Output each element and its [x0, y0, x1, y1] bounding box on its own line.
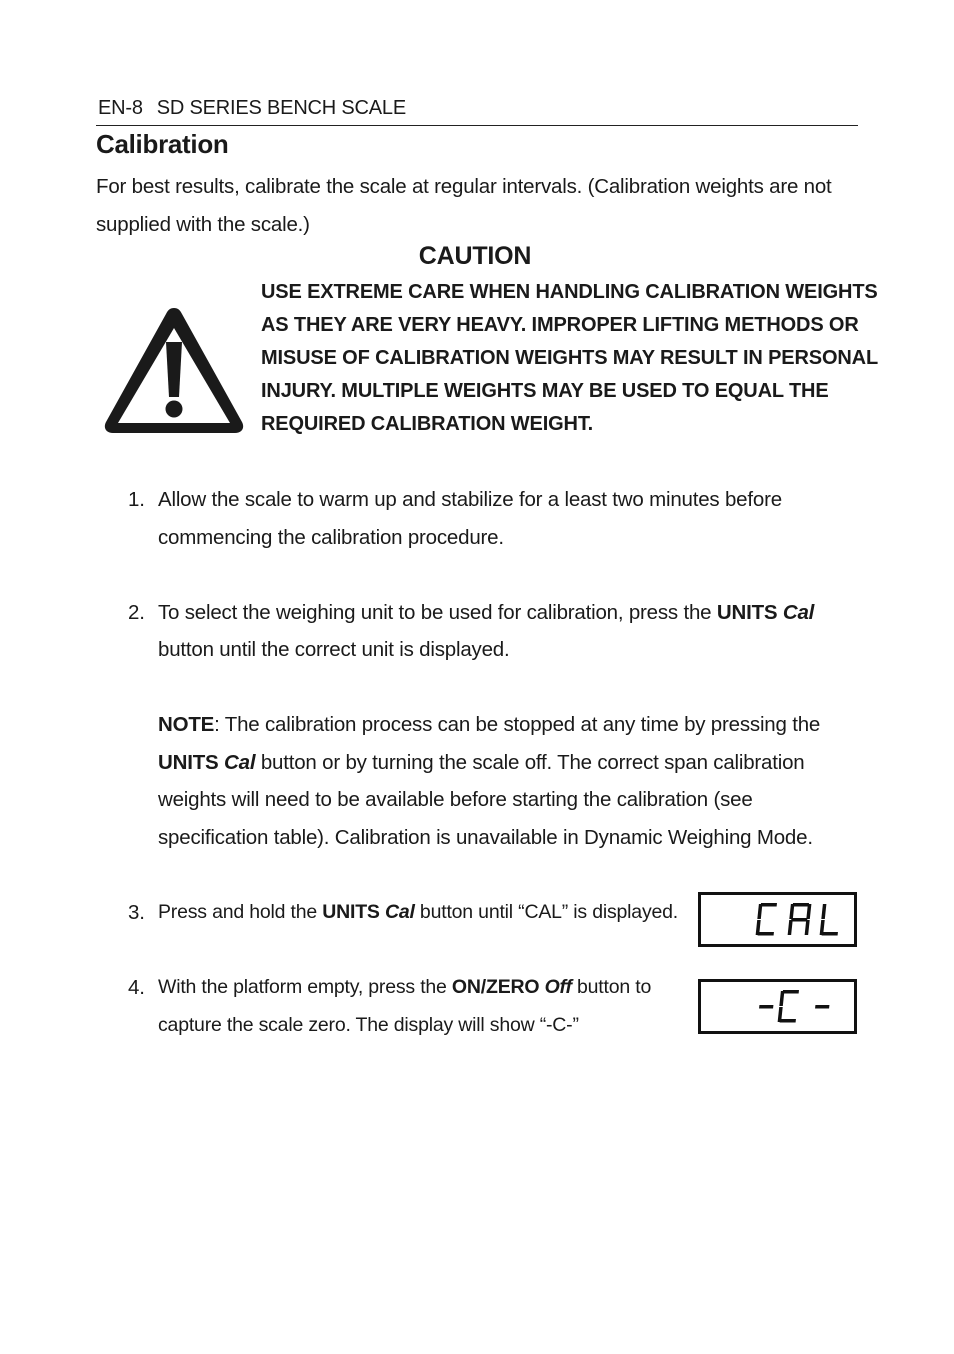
caution-line: USE EXTREME CARE WHEN HANDLING CALIBRATION WEIGHTS: [261, 281, 878, 303]
caution-line: AS THEY ARE VERY HEAVY. IMPROPER LIFTING METHODS OR: [261, 314, 859, 336]
note-line: UNITS Cal button or by turning the scale off. The correct span calibration: [158, 751, 805, 774]
cal-button-label: Cal: [782, 601, 815, 624]
caution-line: INJURY. MULTIPLE WEIGHTS MAY BE USED TO EQUAL THE: [261, 380, 829, 402]
caution-line: MISUSE OF CALIBRATION WEIGHTS MAY RESULT IN PERSONAL: [261, 347, 879, 369]
cal-lcd-display: [698, 892, 857, 947]
caution-text: [261, 276, 879, 441]
note-label: NOTE: [158, 713, 215, 736]
digit-a: [788, 903, 812, 935]
step-number: 1.: [128, 488, 145, 511]
step-text: commencing the calibration procedure.: [158, 526, 504, 549]
document-title: SD SERIES BENCH SCALE: [156, 97, 406, 119]
cal-button-label: Cal: [384, 901, 415, 923]
seven-segment-readout: [701, 982, 854, 1031]
step-text: button until the correct unit is displayed.: [158, 638, 510, 661]
header-rule: [96, 125, 858, 126]
cal-button-label: Cal: [224, 751, 256, 774]
intro-paragraph: [96, 168, 866, 243]
off-button-label: Off: [544, 976, 572, 998]
note-line: specification table). Calibration is unavailable in Dynamic Weighing Mode.: [158, 826, 813, 849]
step-number: 4.: [128, 976, 145, 999]
units-button-label: UNITS: [158, 751, 219, 774]
step-text: capture the scale zero. The display will show “-C-”: [158, 1014, 579, 1036]
intro-line: supplied with the scale.): [96, 212, 310, 236]
zero-lcd-display: [698, 979, 857, 1034]
caution-line: REQUIRED CALIBRATION WEIGHT.: [261, 413, 594, 435]
note-line: weights will need to be available before starting the calibration (see: [158, 788, 753, 811]
caution-heading: CAUTION: [418, 242, 532, 270]
units-button-label: UNITS: [322, 901, 380, 923]
step-number: 3.: [128, 901, 145, 924]
seven-segment-readout: [701, 895, 854, 944]
units-button-label: UNITS: [716, 601, 778, 624]
page-number: EN-8: [98, 97, 143, 119]
step-text: To select the weighing unit to be used for calibration, press the UNITS Cal: [158, 601, 815, 624]
step-text: Press and hold the UNITS Cal button until “CAL” is displayed.: [158, 901, 679, 923]
section-title: Calibration: [96, 129, 229, 159]
digit-c: [778, 990, 799, 1023]
intro-line: For best results, calibrate the scale at regular intervals. (Calibration weights are not: [96, 175, 832, 198]
onzero-button-label: ON/ZERO: [451, 976, 540, 998]
step-text: With the platform empty, press the ON/ZERO Off button to: [158, 976, 652, 998]
note-line: NOTE: The calibration process can be stopped at any time by pressing the: [158, 713, 821, 736]
digit-l: [820, 904, 841, 936]
digit-c: [756, 903, 777, 936]
warning-triangle-icon: [102, 302, 246, 436]
step-number: 2.: [128, 601, 145, 624]
digit-dash: [815, 1005, 829, 1009]
page-header: [98, 97, 406, 120]
digit-dash: [759, 1005, 773, 1009]
step-text: Allow the scale to warm up and stabilize for a least two minutes before: [158, 488, 782, 511]
